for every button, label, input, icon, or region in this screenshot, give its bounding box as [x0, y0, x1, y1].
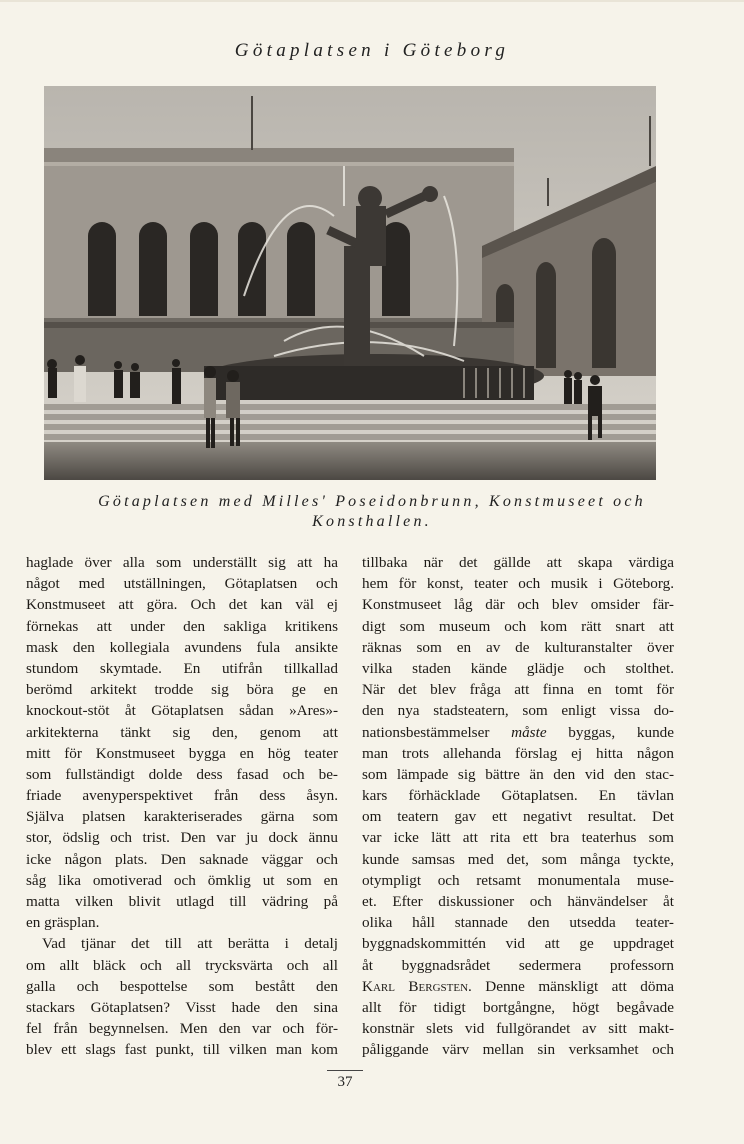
photograph-gotaplatsen	[44, 86, 656, 480]
text-line: förnekas att under den sakliga kritikens	[26, 617, 338, 635]
text-line: konstnär slets vid fullgörandet av sitt makt-	[362, 1020, 674, 1038]
text-line: När det blev fråga att finna en tomt för	[362, 681, 674, 699]
text-line	[362, 976, 674, 997]
figure-caption	[30, 492, 714, 532]
text-line: Konstmuseet att göra. Och det kan väl ej	[26, 596, 338, 614]
text-line: et. Efter diskussioner och hänvändelser åt	[362, 893, 674, 910]
text-line: som fullständigt dolde dess fasad och be-	[26, 765, 338, 783]
photo-icon	[44, 86, 656, 480]
text-line: om teatern gav ett negativt resultat. Det	[362, 808, 674, 826]
running-title: Götaplatsen i Göteborg	[234, 40, 510, 61]
page-number-rule	[327, 1070, 363, 1071]
text-line: var icke lätt att rita ett bra teaterhus som	[362, 829, 674, 847]
text-line: stor, ödslig och trist. Den var ju dock ännu	[26, 829, 338, 847]
text-line: något med utställningen, Götaplatsen och	[26, 575, 338, 593]
text-line	[362, 722, 674, 743]
text-line: friade avenyperspektivet från dess åsyn.	[26, 787, 338, 805]
page-number: 37	[337, 1074, 353, 1090]
text-line: åt byggnadsrådet sedermera professorn	[362, 956, 674, 974]
text-fragment: . Denne mänskligt att döma	[468, 977, 674, 995]
text-column-right	[362, 552, 674, 1061]
text-line: icke någon plats. Den saknade väggar och	[26, 850, 338, 868]
text-line: såg lika omotiverad och ömklig ut som en	[26, 871, 338, 889]
text-line: arkitekterna tänkt sig den, genom att	[26, 723, 338, 741]
text-fragment: nationsbestämmelser	[362, 723, 512, 741]
text-line: kars förhäcklade Götaplatsen. En tävlan	[362, 787, 674, 805]
text-line: Vad tjänar det till att berätta i detalj	[42, 935, 338, 953]
text-line: om allt bläck och all trycksvärta och all	[26, 956, 338, 974]
text-line: stackars Götaplatsen? Visst hade den sina	[26, 998, 338, 1016]
caption-line: Götaplatsen med Milles' Poseidonbrunn, Konstmuseet och	[98, 493, 646, 510]
text-line: kunde samsas med det, som många tyckte,	[362, 850, 674, 868]
text-line: påliggande värv mellan sin verksamhet och	[362, 1041, 674, 1059]
text-line: stundom skymtade. En utifrån tillkallad	[26, 659, 338, 677]
text-line: allt för tidigt bortgångne, högt begåvade	[362, 998, 674, 1016]
text-line: en gräsplan.	[26, 914, 100, 932]
text-line: Själva platsen karakteriserades gärna som	[26, 808, 338, 826]
text-line: olika håll stannade den utsedda teater-	[362, 914, 674, 932]
text-column-left	[26, 552, 338, 1061]
text-line: räknas som en av de kulturanstalter över	[362, 638, 674, 656]
text-line: blev ett slags fast punkt, till vilken man kom	[26, 1041, 338, 1059]
text-line: matta vilken blivit utlagd till vädring på	[26, 893, 338, 910]
text-line: digt som museum och kom rätt snart att	[362, 617, 674, 635]
text-line: Konstmuseet låg där och blev omsider fär-	[362, 596, 674, 614]
text-line: haglade över alla som underställt sig att ha	[26, 554, 338, 571]
text-line: mask den kollegiala avundens fula ansikte	[26, 638, 338, 656]
text-line: fel från begynnelsen. Men den var och för-	[26, 1020, 338, 1038]
person-name: Karl Bergsten	[362, 977, 469, 995]
text-line: man trots allehanda förslag ej hitta någon	[362, 744, 674, 762]
text-line: mitt för Konstmuseet bygga en hög teater	[26, 744, 338, 762]
text-line: berömd arkitekt trodde sig böra ge en	[26, 681, 338, 699]
text-line: knockout-stöt åt Götaplatsen sådan »Ares»-	[26, 702, 338, 720]
text-line: otympligt och retsamt monumentala muse-	[362, 871, 674, 889]
text-line: galla och bespottelse som bestått den	[26, 977, 338, 995]
text-line: hem för konst, teater och musik i Göteborg.	[362, 575, 674, 593]
text-line: den nya stadsteatern, som enligt vissa do-	[362, 702, 674, 720]
text-fragment: byggas, kunde	[546, 723, 674, 741]
text-line: byggnadskommittén vid att ge uppdraget	[362, 935, 674, 953]
text-line: tillbaka när det gällde att skapa värdiga	[362, 554, 674, 571]
text-line: vilka staden kände glädje och stolthet.	[362, 659, 674, 677]
emphasis-word: måste	[511, 723, 547, 741]
text-line: som lämpade sig bättre än den vid den stac-	[362, 765, 674, 783]
caption-line: Konsthallen.	[312, 513, 432, 530]
page-edge	[0, 0, 744, 2]
